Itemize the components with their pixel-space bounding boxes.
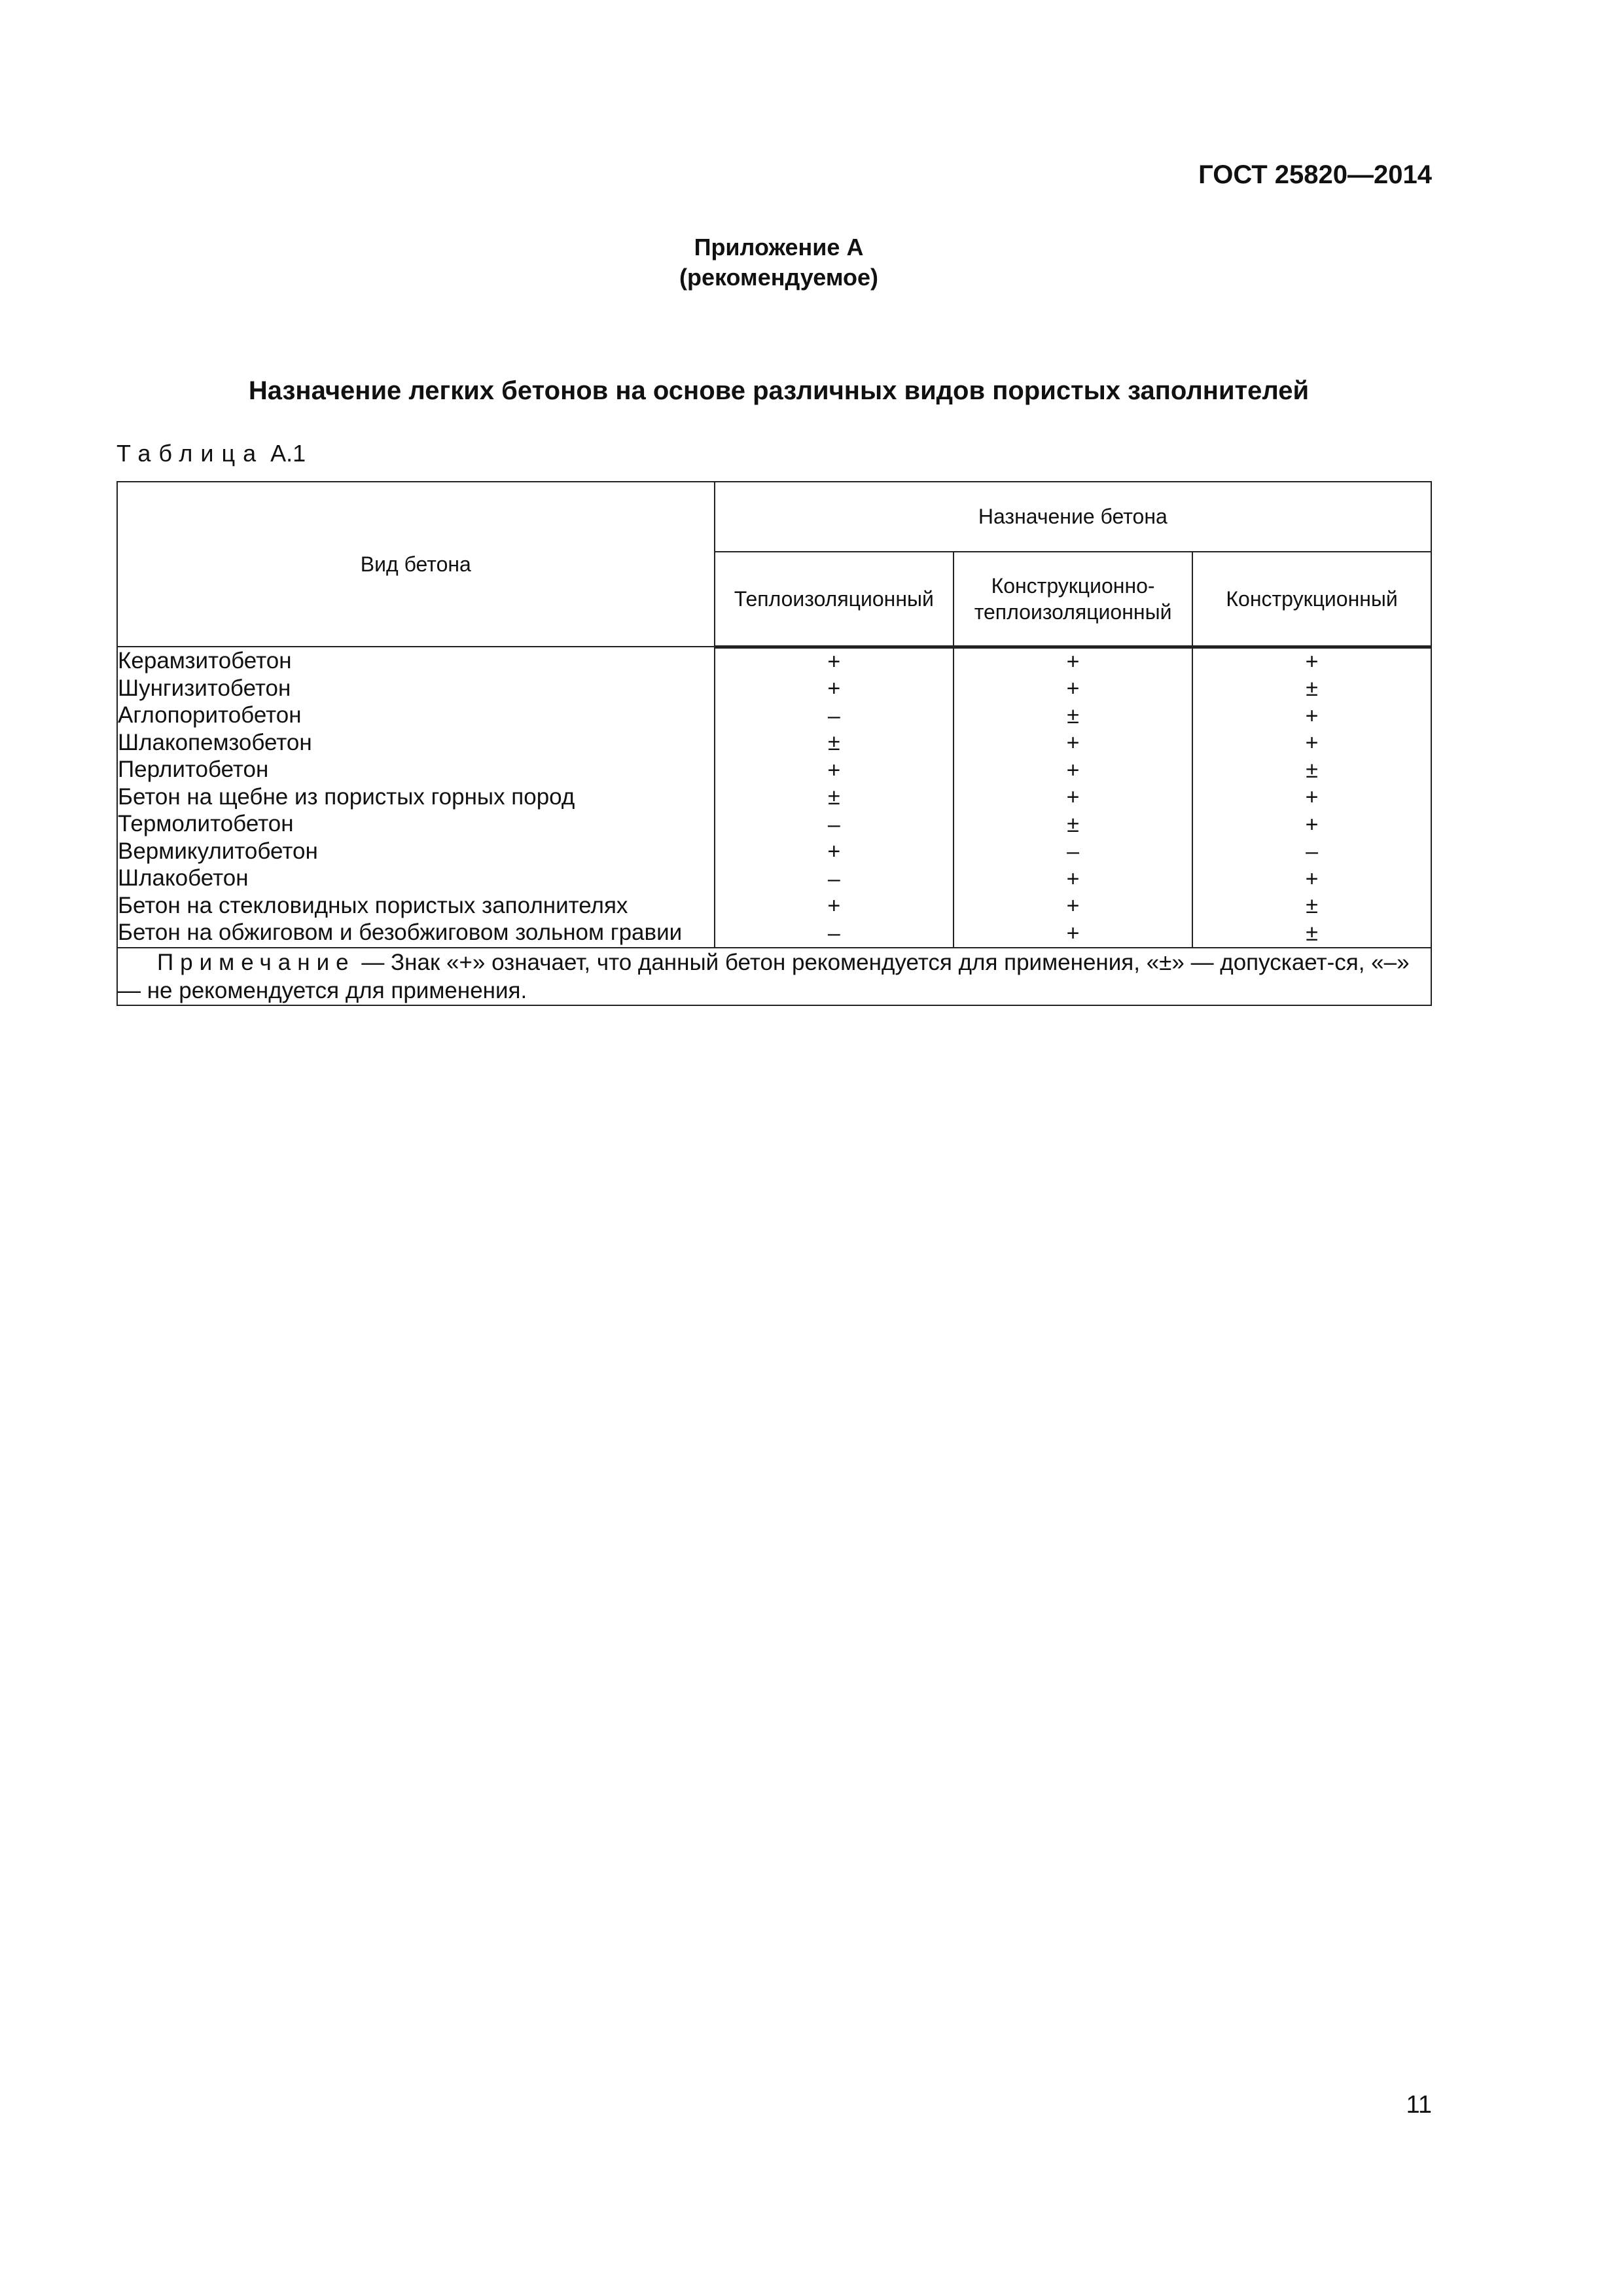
- mark-symbol: ±: [1306, 920, 1318, 946]
- header-concrete-purpose: Назначение бетона: [715, 482, 1431, 552]
- concrete-name: Шунгизитобетон: [118, 675, 291, 701]
- mark-symbol: +: [1066, 649, 1080, 674]
- mark-symbol: +: [1066, 757, 1080, 783]
- mark-symbol: +: [1305, 866, 1319, 891]
- mark-symbol: +: [1066, 785, 1080, 810]
- document-code: ГОСТ 25820—2014: [1198, 160, 1432, 189]
- mark-symbol: ±: [1306, 757, 1318, 783]
- appendix-heading: [0, 232, 1558, 293]
- concrete-name: Аглопоритобетон: [118, 702, 302, 728]
- concrete-purpose-table: [116, 481, 1432, 1006]
- concrete-name: Вермикулитобетон: [118, 838, 318, 864]
- appendix-subtitle: (рекомендуемое): [679, 264, 878, 291]
- mark-symbol: +: [1305, 730, 1319, 755]
- mark-symbol: –: [827, 866, 840, 891]
- note-label: Примечание: [157, 950, 355, 975]
- mark-symbol: ±: [1067, 812, 1079, 837]
- table-note: [117, 948, 1431, 1005]
- mark-symbol: +: [1066, 920, 1080, 946]
- page-number: 11: [1406, 2091, 1432, 2119]
- mark-symbol: ±: [1306, 676, 1318, 701]
- header-col-structural-thermal: Конструкционно- теплоизоляционный: [954, 552, 1192, 647]
- mark-symbol: +: [1305, 649, 1319, 674]
- mark-symbol: +: [827, 649, 841, 674]
- marks-col-structural-thermal: [954, 647, 1192, 948]
- mark-symbol: ±: [1306, 893, 1318, 918]
- concrete-name: Перлитобетон: [118, 757, 269, 782]
- mark-symbol: –: [1067, 839, 1080, 864]
- mark-symbol: +: [1066, 730, 1080, 755]
- concrete-name: Шлакопемзобетон: [118, 729, 312, 755]
- note-text: — Знак «+» означает, что данный бетон рекомендуется для применения, «±» — допускает-ся, «–» — не рекомендуется для применения.: [118, 950, 1410, 1003]
- mark-symbol: +: [827, 757, 841, 783]
- mark-symbol: +: [1305, 785, 1319, 810]
- mark-symbol: +: [827, 839, 841, 864]
- header-col-thermal-insulation: Теплоизоляционный: [715, 552, 954, 647]
- mark-symbol: –: [827, 812, 840, 837]
- concrete-name: Бетон на щебне из пористых горных пород: [118, 783, 575, 810]
- mark-symbol: +: [827, 893, 841, 918]
- document-title: Назначение легких бетонов на основе различных видов пористых заполнителей: [248, 376, 1310, 405]
- marks-col-thermal-insulation: [715, 647, 954, 948]
- mark-symbol: +: [1305, 812, 1319, 837]
- mark-symbol: ±: [827, 730, 840, 755]
- concrete-name: Бетон на стекловидных пористых заполнителях: [118, 892, 628, 918]
- table-caption-number: А.1: [270, 440, 306, 467]
- mark-symbol: ±: [1067, 703, 1079, 728]
- concrete-name: Термолитобетон: [118, 811, 294, 836]
- mark-symbol: +: [827, 676, 841, 701]
- mark-symbol: +: [1066, 866, 1080, 891]
- mark-symbol: –: [827, 920, 840, 946]
- mark-symbol: +: [1066, 676, 1080, 701]
- mark-symbol: ±: [827, 785, 840, 810]
- concrete-name: Шлакобетон: [118, 865, 249, 891]
- concrete-names-cell: [117, 647, 715, 948]
- concrete-name: Бетон на обжиговом и безобжиговом зольном гравии: [118, 920, 683, 945]
- mark-symbol: +: [1066, 893, 1080, 918]
- mark-symbol: +: [1305, 703, 1319, 728]
- marks-col-structural: [1192, 647, 1431, 948]
- table-body-row: [117, 647, 1431, 948]
- table-caption-label: Таблица: [116, 440, 264, 467]
- header-col-structural: Конструкционный: [1192, 552, 1431, 647]
- mark-symbol: –: [1306, 839, 1319, 864]
- appendix-title: Приложение А: [694, 234, 864, 260]
- header-concrete-kind: Вид бетона: [117, 482, 715, 647]
- mark-symbol: –: [827, 703, 840, 728]
- concrete-name: Керамзитобетон: [118, 648, 292, 673]
- table-caption: [116, 440, 306, 467]
